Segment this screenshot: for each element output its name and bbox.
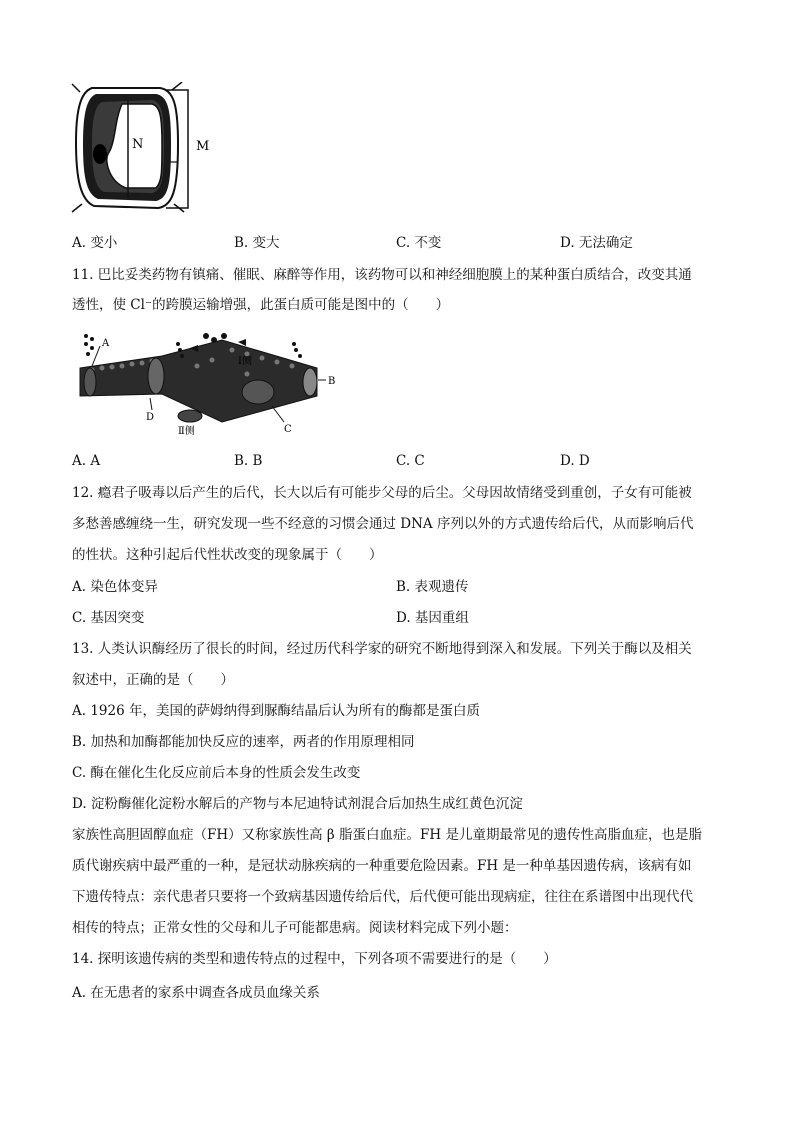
- q11-stem-line-1: 11. 巴比妥类药物有镇痛、催眠、麻醉等作用，该药物可以和神经细胞膜上的某种蛋白质结合，改变其通: [72, 267, 692, 283]
- q14-stem-line-1: 14. 探明该遗传病的类型和遗传特点的过程中，下列各项不需要进行的是（ ）: [72, 951, 557, 967]
- passage-line-1: 家族性高胆固醇血症（FH）又称家族性高 β 脂蛋白血症。FH 是儿童期最常见的遗传性高脂血症，也是脂: [72, 827, 702, 843]
- q11-option-d: D. D: [560, 453, 590, 469]
- q10-option-b: B. 变大: [234, 235, 280, 251]
- label-m: M: [196, 139, 210, 154]
- q13-option-a: A. 1926 年，美国的萨姆纳得到脲酶结晶后认为所有的酶都是蛋白质: [72, 703, 480, 719]
- label-side-2: Ⅱ侧: [178, 426, 195, 437]
- q12-option-c: C. 基因突变: [72, 610, 145, 626]
- label-a: A: [102, 338, 110, 349]
- q10-option-c: C. 不变: [396, 235, 442, 251]
- q13-stem-line-1: 13. 人类认识酶经历了很长的时间，经过历代科学家的研究不断地得到深入和发展。下列关于酶以及相关: [72, 641, 692, 657]
- passage-line-4: 相传的特点；正常女性的父母和儿子可能都患病。阅读材料完成下列小题：: [72, 920, 518, 936]
- q14-option-a: A. 在无患者的家系中调查各成员血缘关系: [72, 985, 320, 1001]
- plant-cell-figure: [70, 82, 220, 214]
- q12-stem-line-2: 多愁善感缠绕一生，研究发现一些不经意的习惯会通过 DNA 序列以外的方式遗传给后代，从而影响后代: [72, 516, 694, 532]
- q13-option-d: D. 淀粉酶催化淀粉水解后的产物与本尼迪特试剂混合后加热生成红黄色沉淀: [72, 796, 523, 812]
- q13-stem-line-2: 叙述中，正确的是（ ）: [72, 672, 234, 688]
- q13-option-c: C. 酶在催化生化反应前后本身的性质会发生改变: [72, 765, 361, 781]
- q11-option-c: C. C: [396, 453, 425, 469]
- label-b: B: [328, 376, 336, 387]
- passage-line-3: 下遗传特点：亲代患者只要将一个致病基因遗传给后代，后代便可能出现病症，往往在系谱图中出现代代: [72, 889, 693, 905]
- q10-option-a: A. 变小: [72, 235, 118, 251]
- q11-stem-line-2: 透性，使 Cl⁻的跨膜运输增强，此蛋白质可能是图中的（ ）: [72, 297, 450, 313]
- q12-option-b: B. 表观遗传: [396, 579, 469, 595]
- label-side-1: Ⅰ侧: [238, 356, 252, 367]
- q12-option-d: D. 基因重组: [396, 610, 469, 626]
- q13-option-b: B. 加热和加酶都能加快反应的速率，两者的作用原理相同: [72, 734, 415, 750]
- q11-option-a: A. A: [72, 453, 101, 469]
- q12-stem-line-1: 12. 瘾君子吸毒以后产生的后代，长大以后有可能步父母的后尘。父母因故情绪受到重创，子女有可能被: [72, 485, 692, 501]
- q12-option-a: A. 染色体变异: [72, 579, 158, 595]
- label-c: C: [284, 424, 292, 435]
- label-d: D: [146, 412, 155, 423]
- passage-line-2: 质代谢疾病中最严重的一种，是冠状动脉疾病的一种重要危险因素。FH 是一种单基因遗传病，该病有如: [72, 858, 692, 874]
- q12-stem-line-3: 的性状。这种引起后代性状改变的现象属于（ ）: [72, 547, 383, 563]
- q11-option-b: B. B: [234, 453, 263, 469]
- q10-option-d: D. 无法确定: [560, 235, 633, 251]
- cell-membrane-figure: [72, 330, 342, 440]
- label-n: N: [132, 137, 144, 152]
